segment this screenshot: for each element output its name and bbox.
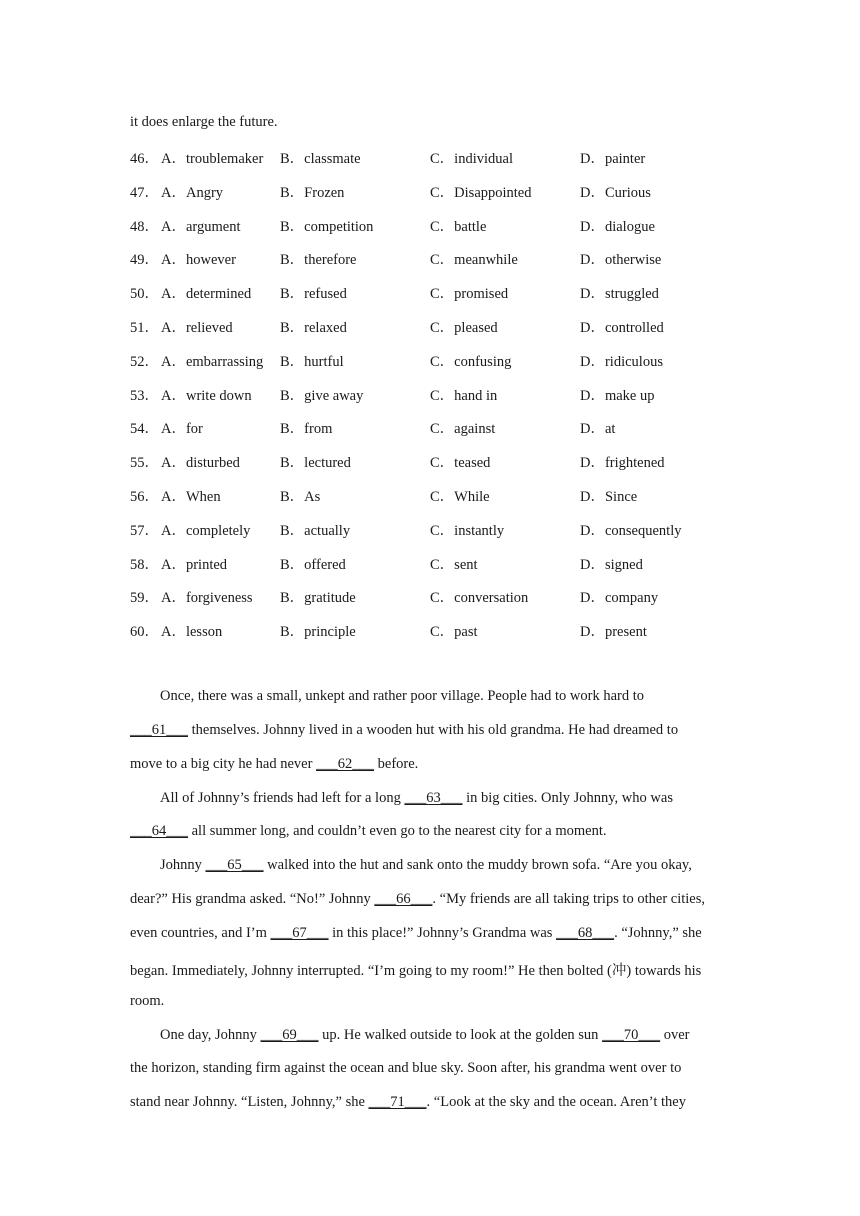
passage-line (130, 722, 740, 739)
question-number: 53． (130, 387, 159, 404)
blank-63: ___63___ (404, 790, 463, 806)
option-a: A．When (161, 489, 221, 505)
passage-text: One day, Johnny (160, 1027, 261, 1043)
question-number: 48． (130, 218, 159, 235)
question-number: 56． (130, 489, 159, 505)
passage-text: themselves. Johnny lived in a wooden hut with his old grandma. He had dreamed to (188, 722, 679, 738)
passage-text: began. Immediately, Johnny interrupted. “I’m going to my room!” He then bolted (冲) towards his (130, 963, 702, 979)
question-number: 47． (130, 184, 159, 201)
option-b: B．hurtful (280, 353, 344, 370)
option-d: D．dialogue (580, 218, 655, 235)
blank-62: ___62___ (316, 756, 375, 772)
option-b: B．from (280, 421, 333, 438)
question-number: 57． (130, 522, 159, 539)
blank-70: ___70___ (602, 1027, 661, 1043)
option-d: D．make up (580, 387, 655, 404)
passage-text: room. (130, 993, 165, 1009)
option-c: C．sent (430, 556, 478, 573)
option-d: D．company (580, 590, 659, 607)
option-c: C．pleased (430, 320, 498, 336)
option-b: B．relaxed (280, 320, 347, 336)
passage-text: stand near Johnny. “Listen, Johnny,” she (130, 1094, 369, 1110)
blank-66: ___66___ (374, 891, 433, 907)
passage-line (130, 1094, 740, 1111)
passage-line (160, 688, 770, 705)
option-a: A．lesson (161, 624, 223, 641)
blank-64: ___64___ (130, 823, 188, 839)
option-d: D．at (580, 421, 616, 438)
option-b: B．lectured (280, 455, 351, 472)
option-d: D．controlled (580, 320, 664, 336)
question-number: 50． (130, 286, 159, 303)
option-b: B．actually (280, 522, 351, 539)
option-d: D．Since (580, 489, 638, 505)
option-b: B．As (280, 489, 321, 505)
option-c: C．teased (430, 455, 491, 472)
question-number: 60． (130, 624, 159, 641)
option-c: C．meanwhile (430, 252, 518, 269)
option-d: D．signed (580, 556, 643, 573)
option-c: C．confusing (430, 353, 512, 370)
option-c: C．conversation (430, 590, 529, 607)
option-a: A．determined (161, 286, 252, 303)
option-c: C．While (430, 489, 490, 505)
passage-text: in big cities. Only Johnny, who was (462, 790, 673, 806)
option-d: D．consequently (580, 522, 682, 539)
option-c: C．instantly (430, 522, 505, 539)
option-a: A．argument (161, 218, 241, 235)
passage-line (130, 993, 740, 1010)
passage-text: . “Johnny,” she (614, 925, 702, 941)
passage-text: dear?” His grandma asked. “No!” Johnny (130, 891, 375, 907)
passage-line (160, 857, 770, 874)
option-b: B．refused (280, 286, 347, 303)
option-b: B．classmate (280, 151, 361, 167)
passage-line (130, 1060, 740, 1077)
option-d: D．present (580, 624, 647, 641)
option-d: D．otherwise (580, 252, 662, 269)
option-b: B．gratitude (280, 590, 356, 607)
option-c: C．past (430, 624, 478, 641)
blank-68: ___68___ (556, 925, 615, 941)
option-b: B．give away (280, 387, 364, 404)
option-a: A．printed (161, 556, 228, 573)
question-number: 46． (130, 151, 159, 167)
question-number: 49． (130, 252, 159, 269)
option-a: A．disturbed (161, 455, 240, 472)
option-b: B．therefore (280, 252, 357, 269)
option-a: A．forgiveness (161, 590, 253, 607)
option-c: C．individual (430, 151, 513, 167)
intro-line: it does enlarge the future. (130, 114, 278, 130)
option-a: A．write down (161, 387, 252, 404)
option-c: C．against (430, 421, 496, 438)
blank-71: ___71___ (368, 1094, 427, 1110)
option-b: B．offered (280, 556, 346, 573)
question-number: 51． (130, 320, 159, 336)
question-number: 54． (130, 421, 159, 438)
passage-line (130, 925, 740, 942)
passage-line (160, 1027, 770, 1044)
blank-61: ___61___ (130, 722, 188, 738)
blank-67: ___67___ (270, 925, 329, 941)
question-number: 52． (130, 353, 159, 370)
option-d: D．struggled (580, 286, 659, 303)
question-number: 59． (130, 590, 159, 607)
passage-line (130, 891, 740, 908)
option-a: A．relieved (161, 320, 233, 336)
option-a: A．troublemaker (161, 151, 264, 167)
blank-65: ___65___ (205, 857, 264, 873)
passage-line (160, 790, 770, 807)
option-a: A．Angry (161, 184, 224, 201)
passage-text: walked into the hut and sank onto the muddy brown sofa. “Are you okay, (263, 857, 692, 873)
option-c: C．promised (430, 286, 509, 303)
question-number: 58． (130, 556, 159, 573)
option-d: D．frightened (580, 455, 665, 472)
passage-text: even countries, and I’m (130, 925, 271, 941)
passage-line (130, 756, 740, 773)
option-d: D．ridiculous (580, 353, 663, 370)
passage-text: up. He walked outside to look at the golden sun (318, 1027, 603, 1043)
option-c: C．hand in (430, 387, 498, 404)
option-c: C．Disappointed (430, 184, 532, 201)
passage-text: Once, there was a small, unkept and rather poor village. People had to work hard to (160, 688, 644, 704)
passage-text: the horizon, standing firm against the ocean and blue sky. Soon after, his grandma went over to (130, 1060, 682, 1076)
blank-69: ___69___ (260, 1027, 319, 1043)
passage-text: move to a big city he had never (130, 756, 317, 772)
option-a: A．embarrassing (161, 353, 264, 370)
option-a: A．for (161, 421, 203, 438)
passage-text: . “Look at the sky and the ocean. Aren’t they (426, 1094, 686, 1110)
passage-text: Johnny (160, 857, 206, 873)
passage-line (130, 959, 740, 980)
passage-text: All of Johnny’s friends had left for a long (160, 790, 405, 806)
passage-text: in this place!” Johnny’s Grandma was (328, 925, 557, 941)
question-number: 55． (130, 455, 159, 472)
passage-text: over (660, 1027, 690, 1043)
option-d: D．painter (580, 151, 646, 167)
passage-line (130, 823, 740, 840)
option-d: D．Curious (580, 184, 651, 201)
passage-text: all summer long, and couldn’t even go to the nearest city for a moment. (188, 823, 607, 839)
option-b: B．principle (280, 624, 356, 641)
passage-text: . “My friends are all taking trips to other cities, (432, 891, 706, 907)
passage-text: before. (374, 756, 419, 772)
option-b: B．competition (280, 218, 374, 235)
option-a: A．completely (161, 522, 251, 539)
option-c: C．battle (430, 218, 487, 235)
option-a: A．however (161, 252, 236, 269)
option-b: B．Frozen (280, 184, 345, 201)
